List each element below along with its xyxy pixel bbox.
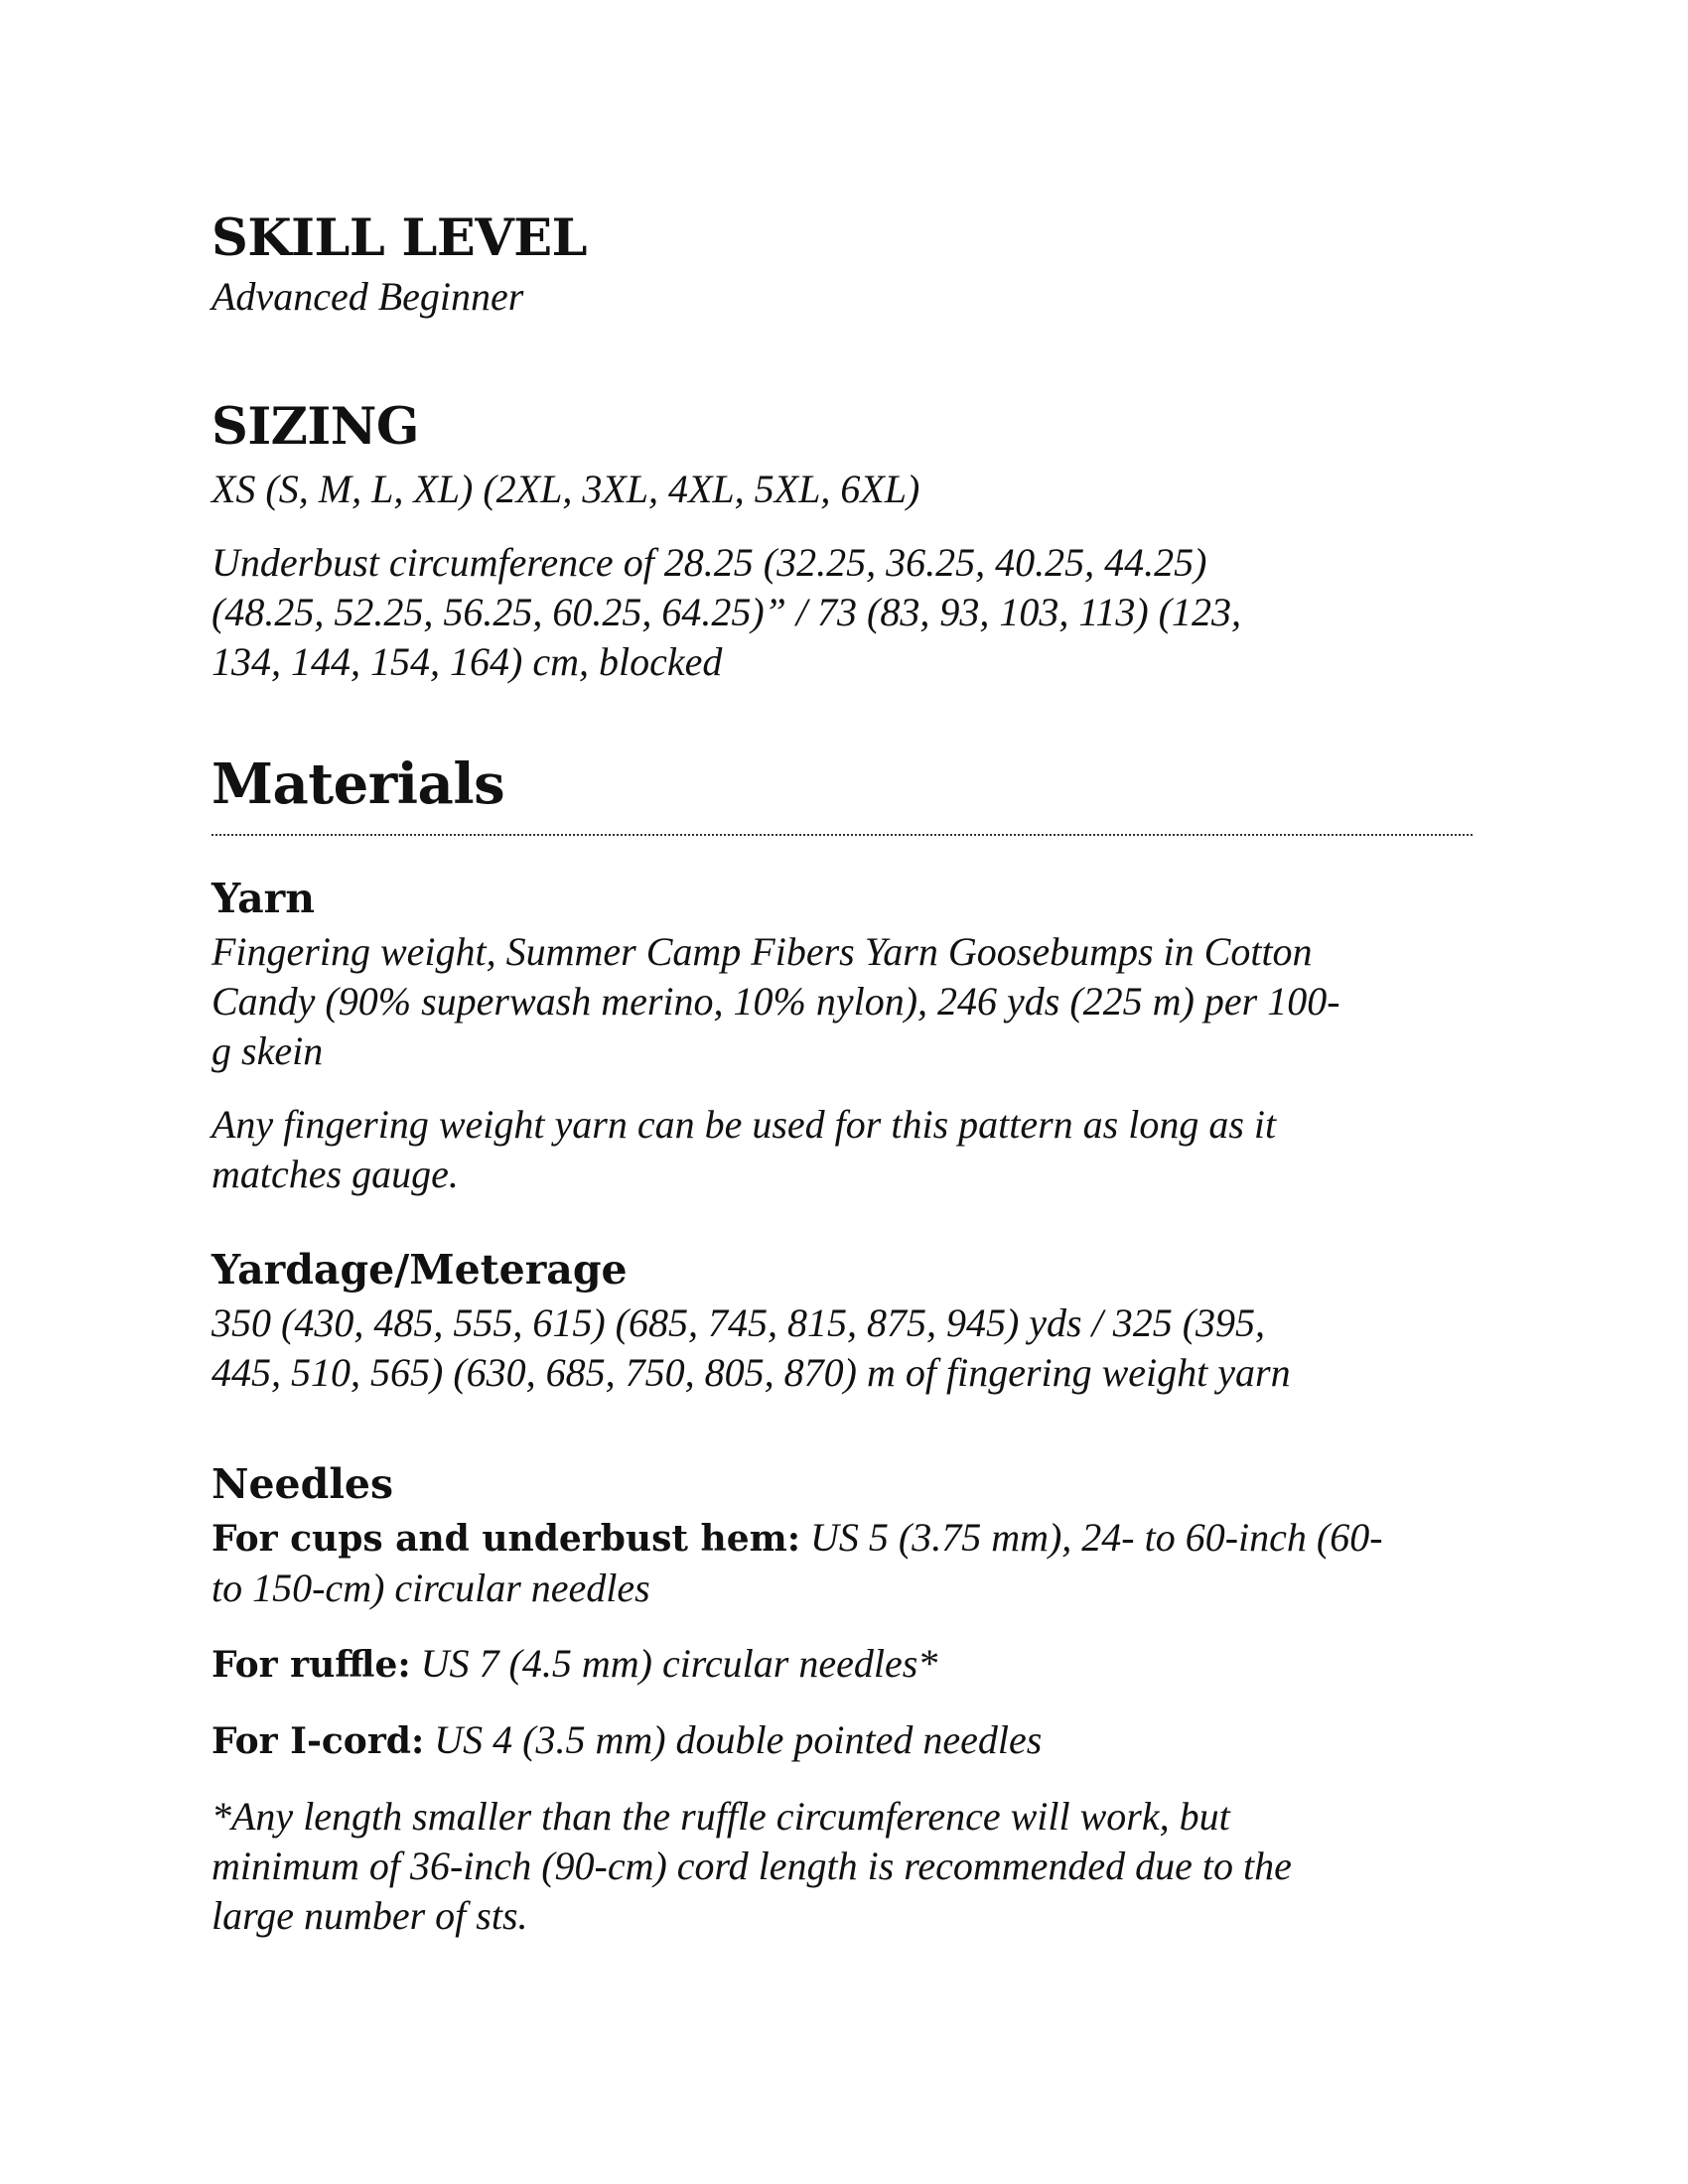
sizing-section [211, 397, 1473, 687]
yarn-heading: Yarn [211, 875, 316, 922]
needle-cups-value-continued: to 150-cm) circular needles [211, 1566, 650, 1610]
underbust-paragraph [211, 538, 1473, 687]
needle-ruffle-entry [211, 1639, 1473, 1690]
materials-section [211, 752, 1473, 836]
needle-cups-label: For cups and underbust hem: [211, 1518, 800, 1560]
yardage-line: 445, 510, 565) (630, 685, 750, 805, 870) m of fingering weight yarn [211, 1350, 1291, 1395]
section-divider [211, 834, 1473, 836]
underbust-line: (48.25, 52.25, 56.25, 60.25, 64.25)” / 73 (83, 93, 103, 113) (123, [211, 590, 1241, 634]
yarn-description-line: Fingering weight, Summer Camp Fibers Yarn Goosebumps in Cotton [211, 929, 1313, 974]
yarn-note-line: Any fingering weight yarn can be used for this pattern as long as it [211, 1102, 1277, 1147]
footnote-line: *Any length smaller than the ruffle circumference will work, but [211, 1794, 1230, 1839]
yarn-note-line: matches gauge. [211, 1152, 459, 1196]
footnote-line: large number of sts. [211, 1893, 528, 1938]
footnote-line: minimum of 36-inch (90-cm) cord length is recommended due to the [211, 1843, 1292, 1888]
needle-icord-entry [211, 1715, 1473, 1766]
skill-level-value: Advanced Beginner [211, 274, 524, 319]
underbust-line: 134, 144, 154, 164) cm, blocked [211, 639, 723, 684]
needle-cups-entry [211, 1513, 1473, 1613]
needle-cups-value: US 5 (3.75 mm), 24- to 60-inch (60- [800, 1515, 1383, 1560]
needle-cups-line [211, 1513, 1473, 1564]
yarn-section [211, 874, 1473, 1199]
needle-ruffle-value: US 7 (4.5 mm) circular needles* [410, 1641, 938, 1686]
yardage-values [211, 1298, 1473, 1398]
needle-icord-label: For I-cord: [211, 1720, 425, 1762]
sizing-heading: SIZING [211, 397, 419, 457]
needle-cups-line [211, 1564, 1473, 1613]
needles-heading: Needles [211, 1460, 394, 1508]
skill-level-section [211, 208, 1473, 322]
needle-ruffle-label: For ruffle: [211, 1644, 411, 1686]
needles-section [211, 1459, 1473, 1941]
materials-heading: Materials [211, 751, 505, 817]
yarn-description-line: Candy (90% superwash merino, 10% nylon), 246 yds (225 m) per 100- [211, 979, 1340, 1024]
yarn-description-line: g skein [211, 1028, 324, 1073]
needles-footnote [211, 1792, 1473, 1941]
yardage-heading: Yardage/Meterage [211, 1246, 628, 1294]
yardage-section [211, 1245, 1473, 1398]
needle-icord-value: US 4 (3.5 mm) double pointed needles [424, 1717, 1043, 1762]
yardage-line: 350 (430, 485, 555, 615) (685, 745, 815, 875, 945) yds / 325 (395, [211, 1300, 1266, 1345]
yarn-description [211, 927, 1473, 1076]
underbust-line: Underbust circumference of 28.25 (32.25, 36.25, 40.25, 44.25) [211, 540, 1207, 585]
skill-level-heading: SKILL LEVEL [211, 208, 588, 268]
yarn-note [211, 1100, 1473, 1199]
sizing-sizes: XS (S, M, L, XL) (2XL, 3XL, 4XL, 5XL, 6XL) [211, 467, 920, 511]
